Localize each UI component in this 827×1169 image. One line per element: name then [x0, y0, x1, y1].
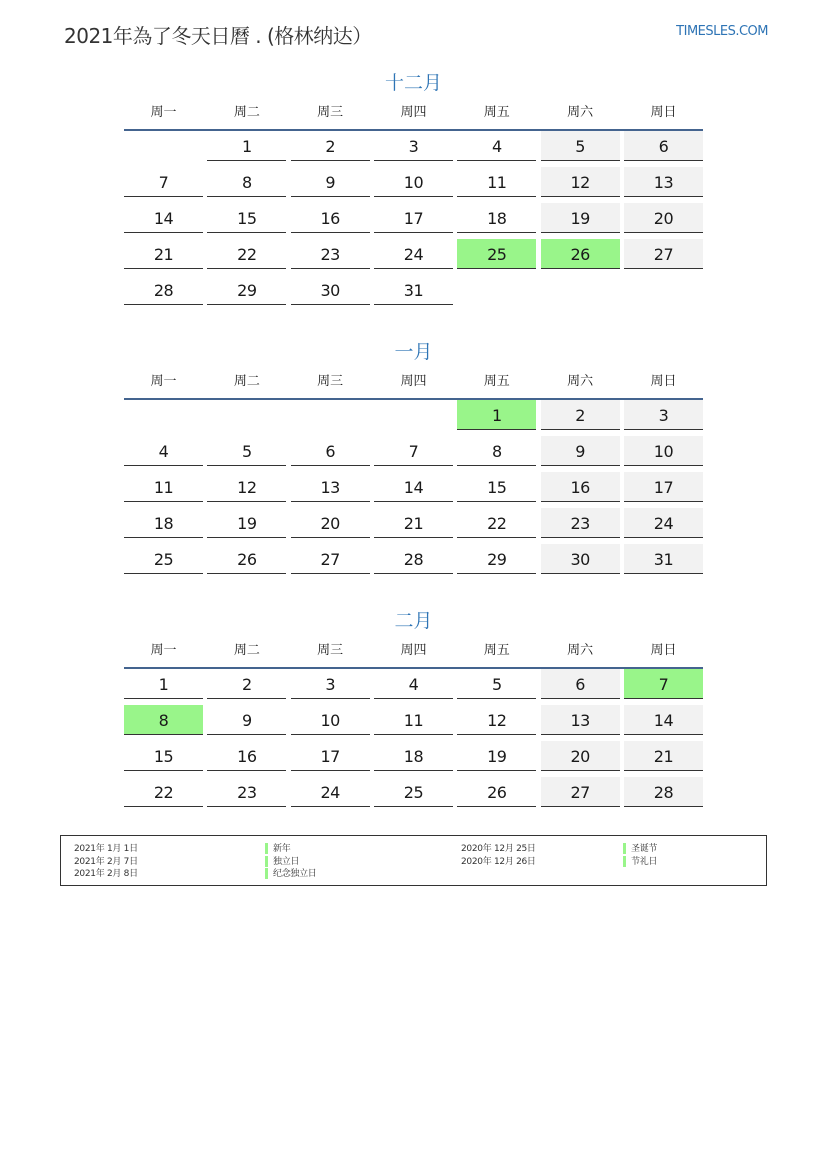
weekday-label: 周六	[567, 643, 594, 658]
week-row	[124, 544, 703, 574]
week-row	[124, 741, 703, 771]
day-cell: 22	[457, 508, 536, 538]
week-row	[124, 400, 703, 430]
day-cell: 20	[624, 203, 703, 233]
day-cell: 19	[207, 508, 286, 538]
weekday-header	[124, 103, 703, 131]
day-cell: 18	[374, 741, 453, 771]
week-row	[124, 777, 703, 807]
day-cell: 26	[457, 777, 536, 807]
empty-day-cell	[291, 400, 370, 429]
legend-date: 2021年 2月 8日	[74, 869, 138, 879]
empty-day-cell	[124, 400, 203, 429]
day-cell: 25	[124, 544, 203, 574]
day-cell: 15	[457, 472, 536, 502]
month-title: 十二月	[384, 72, 442, 94]
day-cell: 5	[541, 131, 620, 161]
day-cell: 25	[374, 777, 453, 807]
day-cell: 30	[291, 275, 370, 305]
week-row	[124, 472, 703, 502]
day-cell: 15	[124, 741, 203, 771]
weekday-label: 周二	[233, 374, 260, 389]
month-title: 一月	[394, 341, 433, 363]
day-cell: 22	[124, 777, 203, 807]
empty-day-cell	[124, 131, 203, 160]
day-cell: 25	[457, 239, 536, 269]
day-cell: 17	[624, 472, 703, 502]
week-row	[124, 669, 703, 699]
day-cell: 2	[541, 400, 620, 430]
empty-day-cell	[207, 400, 286, 429]
legend-date: 2021年 2月 7日	[74, 856, 138, 867]
weekday-header	[124, 372, 703, 400]
week-row	[124, 508, 703, 538]
day-cell: 13	[291, 472, 370, 502]
empty-day-cell	[541, 275, 620, 304]
month-title: 二月	[394, 610, 433, 632]
day-cell: 7	[124, 167, 203, 197]
week-row	[124, 203, 703, 233]
day-cell: 13	[541, 705, 620, 735]
weekday-label: 周五	[483, 643, 510, 658]
day-cell: 28	[624, 777, 703, 807]
legend-holiday-name: 节礼日	[623, 856, 657, 868]
legend-date: 2021年 1月 1日	[74, 844, 138, 854]
day-cell: 24	[374, 239, 453, 269]
day-cell: 31	[374, 275, 453, 305]
day-cell: 30	[541, 544, 620, 574]
weekday-label: 周六	[567, 374, 594, 389]
page-title: 2021年為了冬天日曆 . (格林纳达）	[64, 24, 372, 48]
day-cell: 20	[541, 741, 620, 771]
week-row	[124, 436, 703, 466]
day-cell: 21	[374, 508, 453, 538]
day-cell: 8	[124, 705, 203, 735]
day-cell: 12	[457, 705, 536, 735]
day-cell: 6	[291, 436, 370, 466]
week-row	[124, 167, 703, 197]
day-cell: 24	[624, 508, 703, 538]
weekday-label: 周四	[400, 374, 427, 389]
day-cell: 29	[457, 544, 536, 574]
weekday-label: 周日	[650, 105, 677, 120]
day-cell: 7	[374, 436, 453, 466]
day-cell: 14	[624, 705, 703, 735]
month-december	[124, 70, 703, 305]
day-cell: 14	[374, 472, 453, 502]
day-cell: 22	[207, 239, 286, 269]
week-row	[124, 239, 703, 269]
weekday-label: 周日	[650, 643, 677, 658]
day-cell: 23	[291, 239, 370, 269]
day-cell: 11	[124, 472, 203, 502]
day-cell: 19	[541, 203, 620, 233]
weekday-label: 周五	[483, 105, 510, 120]
legend-holiday-name: 独立日	[265, 856, 299, 868]
day-cell: 11	[374, 705, 453, 735]
day-cell: 16	[291, 203, 370, 233]
day-cell: 10	[624, 436, 703, 466]
day-cell: 16	[541, 472, 620, 502]
weeks	[124, 669, 703, 807]
day-cell: 8	[207, 167, 286, 197]
day-cell: 16	[207, 741, 286, 771]
day-cell: 19	[457, 741, 536, 771]
day-cell: 27	[541, 777, 620, 807]
week-row	[124, 131, 703, 161]
day-cell: 9	[541, 436, 620, 466]
weekday-label: 周四	[400, 105, 427, 120]
weeks	[124, 400, 703, 574]
weekday-header	[124, 641, 703, 669]
day-cell: 28	[374, 544, 453, 574]
empty-day-cell	[374, 400, 453, 429]
month-january	[124, 339, 703, 574]
day-cell: 8	[457, 436, 536, 466]
holiday-legend	[60, 835, 767, 886]
legend-holiday-name: 纪念独立日	[265, 868, 317, 880]
day-cell: 21	[124, 239, 203, 269]
day-cell: 31	[624, 544, 703, 574]
day-cell: 15	[207, 203, 286, 233]
month-february	[124, 608, 703, 807]
day-cell: 20	[291, 508, 370, 538]
weekday-label: 周一	[150, 374, 177, 389]
day-cell: 1	[457, 400, 536, 430]
day-cell: 17	[374, 203, 453, 233]
day-cell: 3	[624, 400, 703, 430]
empty-day-cell	[624, 275, 703, 304]
day-cell: 18	[124, 508, 203, 538]
day-cell: 9	[291, 167, 370, 197]
weekday-label: 周一	[150, 643, 177, 658]
weekday-label: 周三	[317, 643, 344, 658]
weekday-label: 周二	[233, 105, 260, 120]
legend-date: 2020年 12月 26日	[461, 856, 536, 867]
weekday-label: 周日	[650, 374, 677, 389]
day-cell: 24	[291, 777, 370, 807]
day-cell: 7	[624, 669, 703, 699]
weekday-label: 周一	[150, 105, 177, 120]
legend-holiday-name: 新年	[265, 843, 290, 855]
weeks	[124, 131, 703, 305]
day-cell: 4	[457, 131, 536, 161]
day-cell: 21	[624, 741, 703, 771]
day-cell: 29	[207, 275, 286, 305]
day-cell: 14	[124, 203, 203, 233]
day-cell: 23	[541, 508, 620, 538]
weekday-label: 周二	[233, 643, 260, 658]
site-link[interactable]: TIMESLES.COM	[676, 24, 768, 39]
day-cell: 13	[624, 167, 703, 197]
day-cell: 26	[207, 544, 286, 574]
week-row	[124, 705, 703, 735]
day-cell: 2	[291, 131, 370, 161]
day-cell: 10	[374, 167, 453, 197]
day-cell: 4	[124, 436, 203, 466]
day-cell: 4	[374, 669, 453, 699]
day-cell: 27	[624, 239, 703, 269]
day-cell: 17	[291, 741, 370, 771]
empty-day-cell	[457, 275, 536, 304]
week-row	[124, 275, 703, 305]
day-cell: 23	[207, 777, 286, 807]
legend-date: 2020年 12月 25日	[461, 844, 536, 854]
day-cell: 3	[374, 131, 453, 161]
day-cell: 12	[541, 167, 620, 197]
weekday-label: 周六	[567, 105, 594, 120]
day-cell: 6	[541, 669, 620, 699]
day-cell: 28	[124, 275, 203, 305]
day-cell: 5	[457, 669, 536, 699]
day-cell: 1	[207, 131, 286, 161]
day-cell: 5	[207, 436, 286, 466]
day-cell: 3	[291, 669, 370, 699]
day-cell: 10	[291, 705, 370, 735]
weekday-label: 周三	[317, 374, 344, 389]
day-cell: 9	[207, 705, 286, 735]
legend-holiday-name: 圣诞节	[623, 843, 657, 855]
weekday-label: 周五	[483, 374, 510, 389]
day-cell: 11	[457, 167, 536, 197]
day-cell: 26	[541, 239, 620, 269]
day-cell: 12	[207, 472, 286, 502]
day-cell: 2	[207, 669, 286, 699]
day-cell: 6	[624, 131, 703, 161]
day-cell: 1	[124, 669, 203, 699]
day-cell: 27	[291, 544, 370, 574]
weekday-label: 周三	[317, 105, 344, 120]
weekday-label: 周四	[400, 643, 427, 658]
day-cell: 18	[457, 203, 536, 233]
